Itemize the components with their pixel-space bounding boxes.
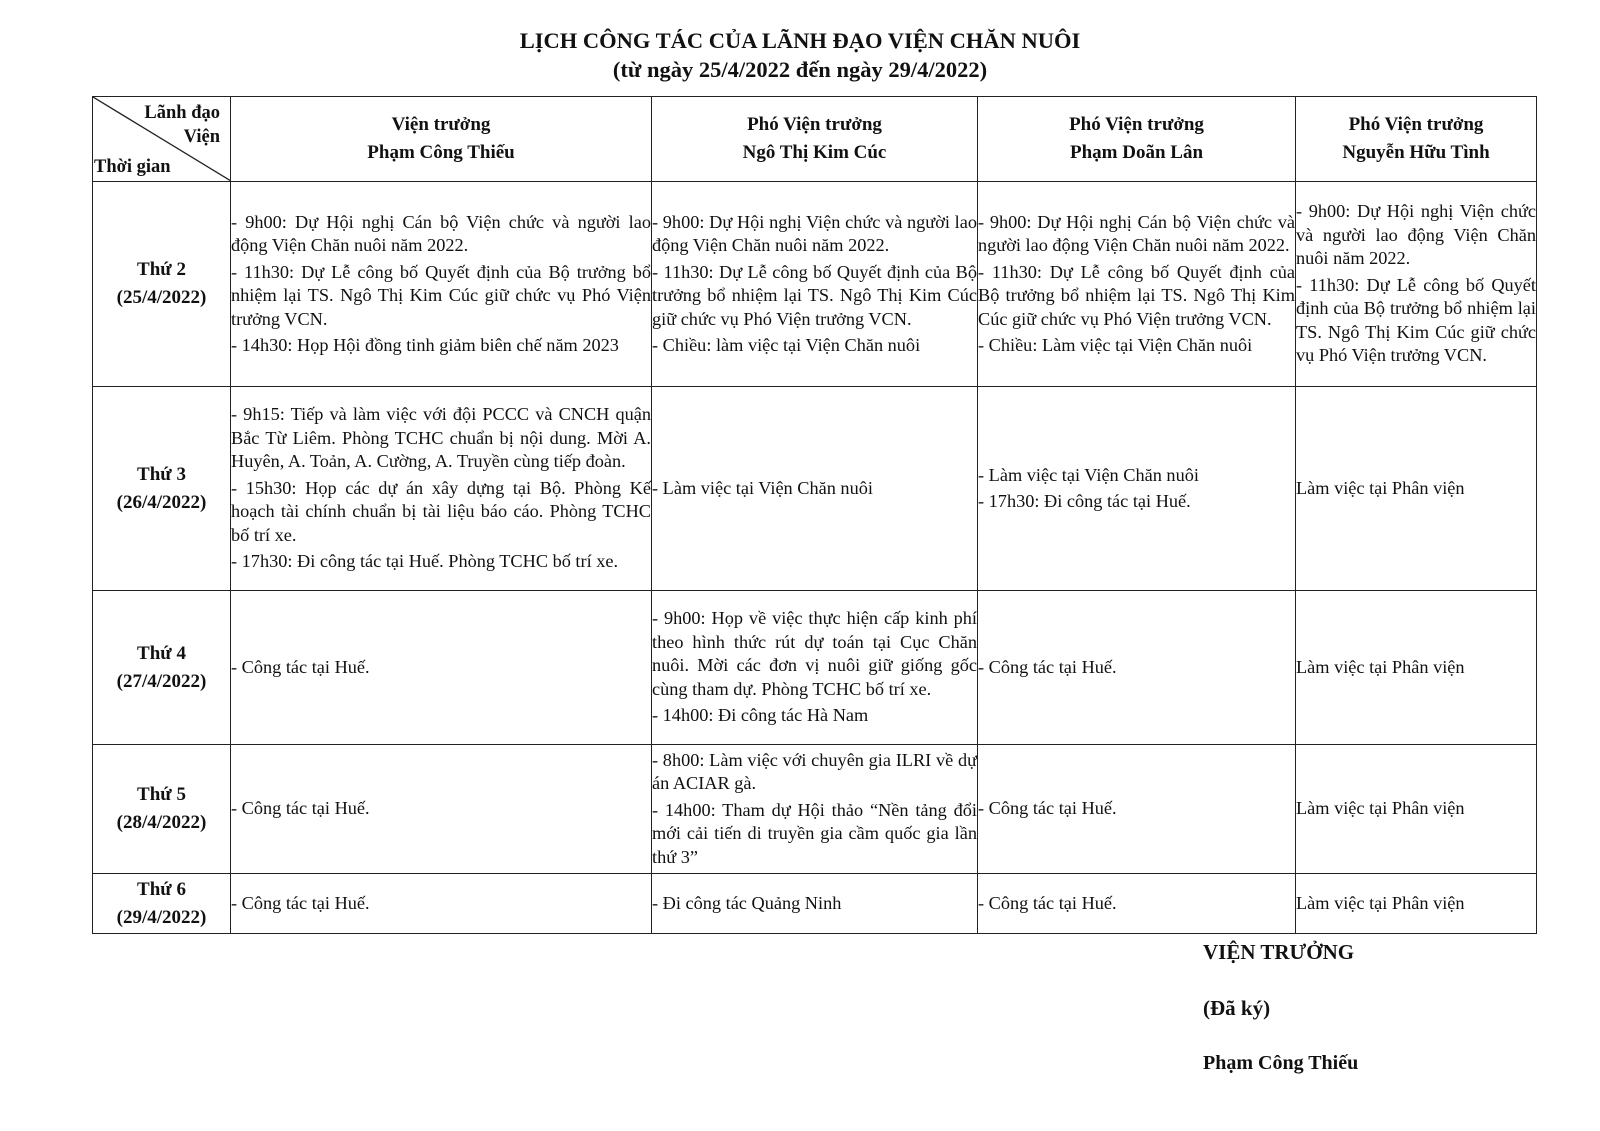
day-label: Thứ 4 [137,642,186,664]
schedule-item: Làm việc tại Phân viện [1296,656,1465,677]
document-title [0,26,1600,84]
schedule-cell [231,591,652,745]
schedule-item: - Chiều: Làm việc tại Viện Chăn nuôi [978,335,1253,355]
schedule-cell [978,182,1296,387]
header-role: Phó Viện trưởng [747,114,882,135]
schedule-item: - 15h30: Họp các dự án xây dựng tại Bộ. Phòng Kế hoạch tài chính chuẩn bị tài liệu báo cáo. Phòng TCHC bố trí xe. [231,477,651,545]
schedule-cell [231,874,652,934]
schedule-table [92,96,1537,934]
table-row-thu-5 [93,745,1537,874]
day-cell [93,591,231,745]
schedule-cell [652,182,978,387]
schedule-item: - Đi công tác Quảng Ninh [652,892,842,913]
schedule-cell [978,745,1296,874]
table-row-thu-2 [93,182,1537,387]
schedule-item: - 11h30: Dự Lễ công bố Quyết định của Bộ trưởng bổ nhiệm lại TS. Ngô Thị Kim Cúc giữ chức vụ Phó Viện trưởng VCN. [978,261,1295,329]
signature-name: Phạm Công Thiếu [1203,1052,1359,1074]
schedule-cell [652,387,978,591]
schedule-cell [978,387,1296,591]
schedule-cell [1296,387,1537,591]
corner-label-line-2: Viện [183,127,220,147]
schedule-item: - 14h00: Tham dự Hội thảo “Nền tảng đổi mới cải tiến di truyền gia cầm quốc gia lần thứ 3” [652,799,977,867]
schedule-item: - 11h30: Dự Lễ công bố Quyết định của Bộ trưởng bổ nhiệm lại TS. Ngô Thị Kim Cúc giữ chức vụ Phó Viện trưởng VCN. [1296,274,1536,366]
schedule-cell [978,874,1296,934]
column-header-vien-truong [231,97,652,182]
schedule-item: - Làm việc tại Viện Chăn nuôi [652,477,873,498]
header-person-name: Nguyễn Hữu Tình [1342,142,1490,163]
signature-title: VIỆN TRƯỞNG [1203,940,1355,964]
schedule-item: - 17h30: Đi công tác tại Huế. [978,491,1191,511]
schedule-item: - 9h00: Họp về việc thực hiện cấp kinh phí theo hình thức rút dự toán tại Cục Chăn nuôi. Mời các đơn vị nuôi giữ giống gốc cùng tham dự. Phòng TCHC bố trí xe. [652,608,977,699]
schedule-item: - 17h30: Đi công tác tại Huế. Phòng TCHC bố trí xe. [231,551,619,572]
header-person-name: Phạm Doãn Lân [1069,142,1204,163]
title-line-2: (từ ngày 25/4/2022 đến ngày 29/4/2022) [612,57,988,82]
day-label: Thứ 2 [137,259,186,280]
schedule-item: - Công tác tại Huế. [231,798,370,819]
schedule-item: - Chiều: làm việc tại Viện Chăn nuôi [652,335,921,355]
day-date: (29/4/2022) [116,906,207,928]
schedule-item: - 9h00: Dự Hội nghị Cán bộ Viện chức và người lao động Viện Chăn nuôi năm 2022. [978,211,1295,255]
title-line-1: LỊCH CÔNG TÁC CỦA LÃNH ĐẠO VIỆN CHĂN NUÔI [519,28,1081,53]
day-cell [93,874,231,934]
corner-header-cell [93,97,231,182]
schedule-cell [1296,874,1537,934]
day-label: Thứ 6 [137,878,186,900]
schedule-cell [652,874,978,934]
schedule-item: - Làm việc tại Viện Chăn nuôi [978,464,1199,485]
schedule-item: Làm việc tại Phân viện [1296,477,1465,498]
table-row-thu-3 [93,387,1537,591]
corner-label-time: Thời gian [94,157,171,177]
table-row-thu-6 [93,874,1537,934]
schedule-cell [231,182,652,387]
schedule-item: - 11h30: Dự Lễ công bố Quyết định của Bộ trưởng bổ nhiệm lại TS. Ngô Thị Kim Cúc giữ chức vụ Phó Viện trưởng VCN. [652,261,977,329]
day-label: Thứ 3 [137,463,186,485]
column-header-pho-vien-truong-2 [978,97,1296,182]
day-date: (27/4/2022) [116,670,207,692]
schedule-item: - 9h00: Dự Hội nghị Viện chức và người lao động Viện Chăn nuôi năm 2022. [652,211,977,255]
header-row [93,97,1537,182]
schedule-item: Làm việc tại Phân viện [1296,892,1465,913]
schedule-cell [1296,182,1537,387]
schedule-item: Làm việc tại Phân viện [1296,798,1465,819]
day-date: (26/4/2022) [116,491,207,513]
header-role: Phó Viện trưởng [1348,114,1484,135]
column-header-pho-vien-truong-3 [1296,97,1537,182]
signature-status: (Đã ký) [1203,996,1271,1020]
schedule-item: - 14h30: Họp Hội đồng tinh giảm biên chế năm 2023 [231,335,619,355]
day-date: (25/4/2022) [116,287,207,308]
day-date: (28/4/2022) [116,812,207,833]
corner-label-leaders [144,101,220,149]
schedule-cell [1296,591,1537,745]
schedule-cell [231,745,652,874]
schedule-item: - 11h30: Dự Lễ công bố Quyết định của Bộ trưởng bổ nhiệm lại TS. Ngô Thị Kim Cúc giữ chức vụ Phó Viện trưởng VCN. [231,261,651,329]
day-cell [93,745,231,874]
schedule-item: - 9h00: Dự Hội nghị Cán bộ Viện chức và người lao động Viện Chăn nuôi năm 2022. [231,211,651,255]
schedule-item: - Công tác tại Huế. [231,892,370,913]
day-label: Thứ 5 [137,784,186,805]
schedule-item: - Công tác tại Huế. [978,798,1117,819]
schedule-item: - 9h00: Dự Hội nghị Viện chức và người lao động Viện Chăn nuôi năm 2022. [1296,201,1536,269]
schedule-cell [1296,745,1537,874]
column-header-pho-vien-truong-1 [652,97,978,182]
schedule-item: - 14h00: Đi công tác Hà Nam [652,705,869,726]
schedule-item: - Công tác tại Huế. [978,656,1117,677]
schedule-item: - Công tác tại Huế. [231,656,370,677]
day-cell [93,387,231,591]
table-row-thu-4 [93,591,1537,745]
schedule-item: - 8h00: Làm việc với chuyên gia ILRI về dự án ACIAR gà. [652,749,977,794]
header-person-name: Phạm Công Thiếu [367,142,515,163]
schedule-cell [231,387,652,591]
header-role: Viện trưởng [391,114,491,135]
schedule-cell [652,745,978,874]
schedule-item: - Công tác tại Huế. [978,892,1117,913]
header-role: Phó Viện trưởng [1069,114,1204,135]
corner-label-line-1: Lãnh đạo [144,103,220,123]
day-cell [93,182,231,387]
schedule-item: - 9h15: Tiếp và làm việc với đội PCCC và CNCH quận Bắc Từ Liêm. Phòng TCHC chuẩn bị nội dung. Mời A. Huyên, A. Toản, A. Cường, A. Truyền cùng tiếp đoàn. [231,404,651,472]
header-person-name: Ngô Thị Kim Cúc [742,142,887,163]
schedule-cell [652,591,978,745]
schedule-cell [978,591,1296,745]
